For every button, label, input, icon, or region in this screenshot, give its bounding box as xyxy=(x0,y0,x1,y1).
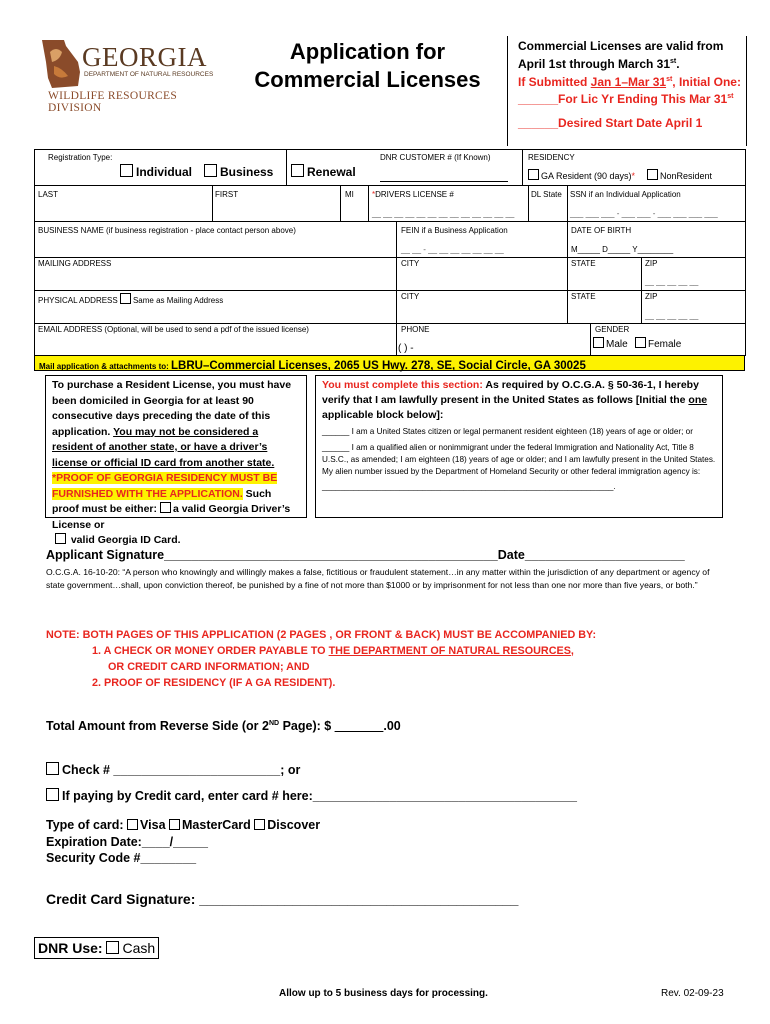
logo-word: GEORGIA xyxy=(82,42,207,72)
individual-checkbox[interactable]: Individual xyxy=(120,164,192,179)
renewal-checkbox[interactable]: Renewal xyxy=(291,164,356,179)
logo-dept: DEPARTMENT OF NATURAL RESOURCES xyxy=(84,71,214,78)
business-checkbox[interactable]: Business xyxy=(204,164,273,179)
mailing-address-label: MAILING ADDRESS xyxy=(38,259,112,268)
lawful-presence-box: You must complete this section: As required by O.C.G.A. § 50-36-1, I hereby verify that I am lawfully present in the United States as follows [Initial the one applicable block below]: ______ I am a United States citizen or legal permanent resident eighteen (18) years of age or older; or ______ I am a qualified alien or nonimmigrant under the federal Immigration and Nationality Act, Title 8 U.S.C., as amended; I am eighteen (18) years of age or older; and I am lawfully present in the United States. My alien number issued by the Department of Homeland Security or other federal immigration agency is: ________________________________________________________________. xyxy=(315,375,723,518)
mi-label: MI xyxy=(345,190,354,199)
city-label: CITY xyxy=(401,292,420,301)
mail-address-bar: Mail application & attachments to: LBRU–Commercial Licenses, 2065 US Hwy. 278, SE, Social Circle, GA 30025 xyxy=(34,355,745,371)
registration-type-label: Registration Type: xyxy=(48,153,113,162)
credit-card-number-line[interactable]: If paying by Credit card, enter card # here:______________________________________ xyxy=(46,788,577,803)
first-name-label: FIRST xyxy=(215,190,239,199)
revision-date: Rev. 02-09-23 xyxy=(661,988,724,999)
state-label: STATE xyxy=(571,292,596,301)
last-name-label: LAST xyxy=(38,190,59,199)
total-amount-line[interactable]: Total Amount from Reverse Side (or 2ND Page): $ _______.00 xyxy=(46,719,401,733)
card-details: Type of card: Visa MasterCard Discover Expiration Date:____/_____ Security Code #________ xyxy=(46,818,321,865)
georgia-state-icon xyxy=(38,38,82,90)
credit-card-signature-line[interactable]: Credit Card Signature: _________________________________________ xyxy=(46,891,519,907)
residency-label: RESIDENCY xyxy=(528,153,575,162)
dnr-use-box: DNR Use: Cash xyxy=(34,937,159,959)
checkbox-icon xyxy=(46,762,59,775)
discover-checkbox[interactable] xyxy=(254,819,265,830)
male-checkbox[interactable]: Male xyxy=(593,337,628,350)
nonresident-checkbox[interactable]: NonResident xyxy=(647,169,712,181)
check-number-line[interactable]: Check # ________________________; or xyxy=(46,762,300,777)
same-as-mailing-checkbox[interactable] xyxy=(120,293,131,304)
ga-resident-checkbox[interactable]: GA Resident (90 days)* xyxy=(528,169,635,181)
start-date-option[interactable]: ______Desired Start Date April 1 xyxy=(518,116,703,130)
qualified-alien-option[interactable]: ______ I am a qualified alien or nonimmigrant under the federal Immigration and Nationality Act, Title 8 U.S.C., as amended; I am eighteen (18) years of age or older; and I am lawfully present in the United States. My alien number issued by the Department of Homeland Security or other federal immigration agency is: xyxy=(322,443,716,476)
city-label: CITY xyxy=(401,259,420,268)
checkbox-icon xyxy=(528,169,539,180)
expiration-date-field[interactable]: Expiration Date:____/_____ xyxy=(46,834,208,849)
checkbox-icon xyxy=(635,337,646,348)
mastercard-checkbox[interactable] xyxy=(169,819,180,830)
checkbox-icon xyxy=(46,788,59,801)
gender-label: GENDER xyxy=(595,325,630,334)
dnr-customer-field[interactable] xyxy=(380,181,508,182)
fein-field[interactable]: __ __ - __ __ __ __ __ __ __ xyxy=(401,245,504,254)
fein-label: FEIN if a Business Application xyxy=(401,226,508,235)
checkbox-icon xyxy=(647,169,658,180)
state-label: STATE xyxy=(571,259,596,268)
email-label: EMAIL ADDRESS (Optional, will be used to send a pdf of the issued license) xyxy=(38,325,309,334)
physical-address-label: PHYSICAL ADDRESS Same as Mailing Address xyxy=(38,293,223,305)
dnr-customer-label: DNR CUSTOMER # (If Known) xyxy=(380,153,491,162)
applicant-signature-line[interactable]: Applicant Signature________________________________________________Date_______________________ xyxy=(46,548,685,562)
security-code-field[interactable]: Security Code #________ xyxy=(46,851,197,865)
dob-label: DATE OF BIRTH xyxy=(571,226,632,235)
phone-label: PHONE xyxy=(401,325,430,334)
note-section: NOTE: BOTH PAGES OF THIS APPLICATION (2 PAGES , OR FRONT & BACK) MUST BE ACCOMPANIED BY: 1. A CHECK OR MONEY ORDER PAYABLE TO THE DEPARTMENT OF NATURAL RESOURCES, OR CREDIT CARD INFORMATION; AND 2. PROOF OF RESIDENCY (IF A GA RESIDENT). xyxy=(46,629,597,689)
ocga-statement: O.C.G.A. 16-10-20: “A person who knowingly and willingly makes a false, fictitious or fraudulent statement…in any matter within the jurisdiction of any department or agency of state government…shall, upon conviction thereof, be punished by a fine of not more than $1000 or by imprisonment for not less than one nor more than five years, or both.” xyxy=(46,567,710,590)
applicant-form xyxy=(34,149,746,355)
checkbox-icon xyxy=(204,164,217,177)
checkbox-icon xyxy=(291,164,304,177)
phone-field[interactable]: ( ) - xyxy=(398,343,414,354)
processing-note: Allow up to 5 business days for processing. xyxy=(279,988,488,999)
drivers-license-field[interactable]: __ __ __ __ __ __ __ __ __ __ __ __ __ xyxy=(372,209,515,218)
visa-checkbox[interactable] xyxy=(127,819,138,830)
citizen-option[interactable]: ______ I am a United States citizen or legal permanent resident eighteen (18) years of age or older; or xyxy=(322,427,693,436)
ssn-field[interactable]: ___ ___ ___ - ___ ___ - ___ ___ ___ ___ xyxy=(570,209,718,218)
lic-year-option[interactable]: ______For Lic Yr Ending This Mar 31st xyxy=(518,92,734,106)
zip-field[interactable]: __ __ __ __ __ xyxy=(645,277,699,286)
business-name-label: BUSINESS NAME (if business registration - place contact person above) xyxy=(38,226,296,235)
checkbox-icon xyxy=(593,337,604,348)
validity-box: Commercial Licenses are valid from April 1st through March 31st. If Submitted Jan 1–Mar 31st, Initial One: ______For Lic Yr Ending This Mar 31st ______Desired Start Date April 1 xyxy=(507,36,747,146)
checkbox-icon xyxy=(120,164,133,177)
logo-division: WILDLIFE RESOURCES DIVISION xyxy=(48,90,178,114)
zip-label: ZIP xyxy=(645,292,658,301)
dob-field[interactable]: M_____ D_____ Y________ xyxy=(571,245,674,254)
georgia-dnr-logo xyxy=(38,38,223,114)
resident-requirements-box: To purchase a Resident License, you must have been domiciled in Georgia for at least 90 consecutive days preceding the date of this application. You may not be considered a resident of another state, or have a driver’s license or official ID card from another state. *PROOF OF GEORGIA RESIDENCY MUST BE FURNISHED WITH THE APPLICATION. Such proof must be either: a valid Georgia Driver’s License or valid Georgia ID Card. xyxy=(45,375,307,518)
zip-label: ZIP xyxy=(645,259,658,268)
form-title: Application for Commercial Licenses xyxy=(254,39,481,92)
drivers-license-proof-checkbox[interactable] xyxy=(160,502,171,513)
dl-state-label: DL State xyxy=(531,190,562,199)
id-card-proof-checkbox[interactable] xyxy=(55,533,66,544)
female-checkbox[interactable]: Female xyxy=(635,337,681,350)
ssn-label: SSN if an Individual Application xyxy=(570,190,681,199)
cash-checkbox[interactable] xyxy=(106,941,119,954)
zip-field[interactable]: __ __ __ __ __ xyxy=(645,311,699,320)
alien-number-field[interactable]: ________________________________________________________________. xyxy=(322,482,616,491)
drivers-license-label: *DRIVERS LICENSE # xyxy=(372,190,454,199)
